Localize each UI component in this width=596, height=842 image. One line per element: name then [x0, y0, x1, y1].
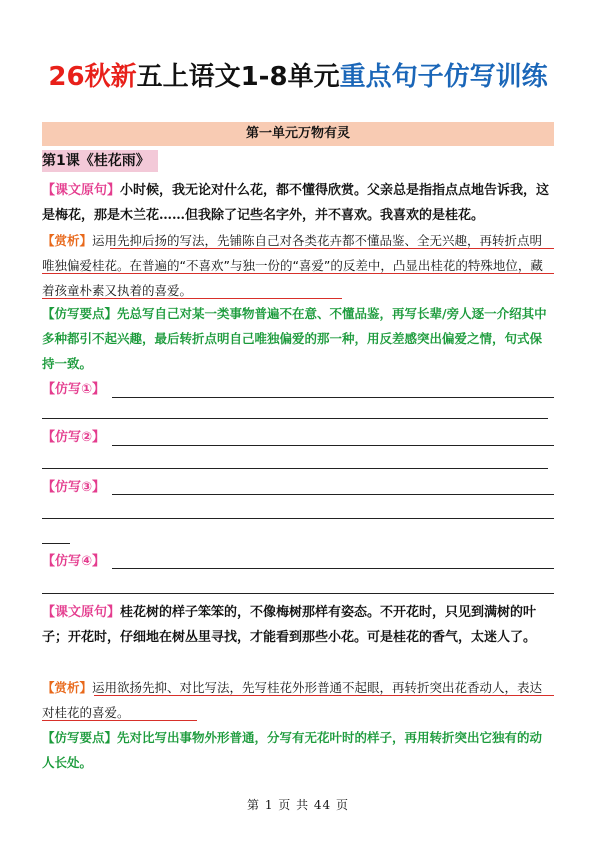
page-title	[0, 60, 596, 94]
points-tag: 【仿写要点】	[42, 730, 118, 745]
analysis-2	[42, 675, 554, 725]
title-blue-part: 重点句子仿写训练	[339, 62, 548, 92]
writing-line[interactable]	[42, 543, 70, 544]
points-text: 先对比写出事物外形普通，分写有无花叶时的样子，再用转折突出它独有的动人长处。	[42, 730, 543, 770]
lesson-title: 第1课《桂花雨》	[42, 150, 158, 172]
title-red-part: 26秋新	[48, 62, 137, 92]
writing-line[interactable]	[112, 568, 554, 569]
practice-label-4: 【仿写④】	[42, 554, 106, 569]
analysis-1	[42, 228, 554, 303]
analysis-tag: 【赏析】	[42, 680, 93, 695]
practice-label-1: 【仿写①】	[42, 382, 106, 397]
analysis-underline	[42, 298, 342, 299]
analysis-tag: 【赏析】	[42, 233, 93, 248]
analysis-underline	[94, 695, 554, 696]
original-sentence-1	[42, 178, 554, 228]
writing-points-1	[42, 301, 554, 376]
writing-line[interactable]	[42, 468, 548, 469]
page-footer: 第 1 页 共 44 页	[247, 798, 349, 812]
original-tag: 【课文原句】	[42, 605, 121, 620]
writing-points-2	[42, 725, 554, 775]
practice-label-2: 【仿写②】	[42, 430, 106, 445]
writing-line[interactable]	[112, 445, 554, 446]
title-black-part: 五上语文1-8单元	[136, 62, 340, 92]
analysis-text: 运用先抑后扬的写法，先铺陈自己对各类花卉都不懂品鉴、全无兴趣，再转折点明唯独偏爱桂花。在普遍的“不喜欢”与独一份的“喜爱”的反差中，凸显出桂花的特殊地位，藏着孩童朴素又执着的喜爱。	[42, 233, 543, 298]
points-text: 先总写自己对某一类事物普遍不在意、不懂品鉴，再写长辈/旁人逐一介绍其中多种都引不起兴趣，最后转折点明自己唯独偏爱的那一种，用反差感突出偏爱之情，句式保持一致。	[42, 306, 547, 371]
practice-label-3: 【仿写③】	[42, 480, 106, 495]
analysis-underline	[42, 720, 197, 721]
writing-line[interactable]	[42, 418, 548, 419]
original-sentence-2	[42, 600, 554, 650]
original-text: 桂花树的样子笨笨的，不像梅树那样有姿态。不开花时，只见到满树的叶子；开花时，仔细地在树丛里寻找，才能看到那些小花。可是桂花的香气，太迷人了。	[42, 605, 537, 645]
points-tag: 【仿写要点】	[42, 306, 118, 321]
writing-line[interactable]	[42, 518, 554, 519]
writing-line[interactable]	[112, 494, 554, 495]
analysis-text: 运用欲扬先抑、对比写法，先写桂花外形普通不起眼，再转折突出花香动人，表达对桂花的喜爱。	[42, 680, 543, 720]
original-tag: 【课文原句】	[42, 183, 121, 198]
unit-header: 第一单元万物有灵	[42, 122, 554, 146]
writing-line[interactable]	[112, 397, 554, 398]
original-text: 小时候，我无论对什么花，都不懂得欣赏。父亲总是指指点点地告诉我，这是梅花，那是木兰花……但我除了记些名字外，并不喜欢。我喜欢的是桂花。	[42, 183, 550, 223]
analysis-underline	[42, 273, 554, 274]
analysis-underline	[110, 248, 554, 249]
writing-line[interactable]	[42, 593, 554, 594]
